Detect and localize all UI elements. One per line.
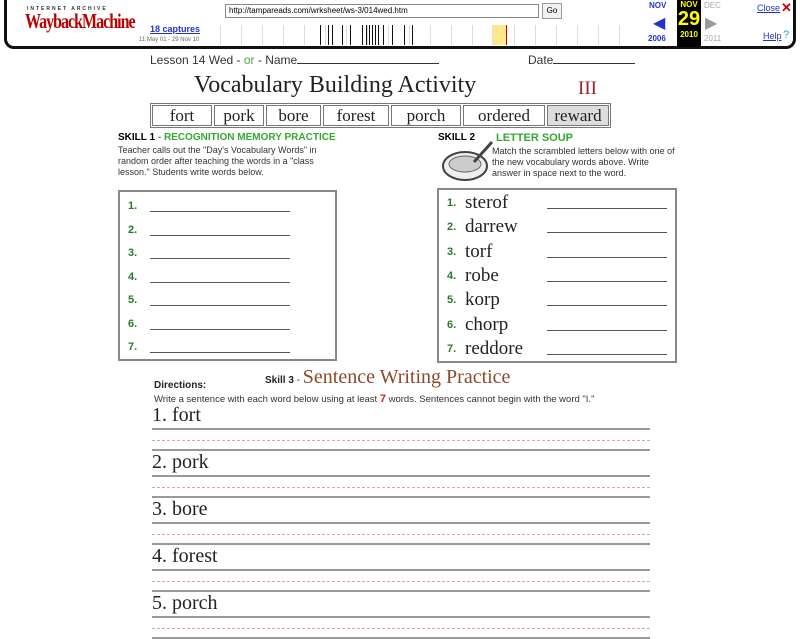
year-divider [283, 25, 284, 45]
skill1-row [128, 224, 290, 236]
skill2-row [447, 338, 667, 360]
capture-bar[interactable] [375, 25, 376, 45]
sentence-word[interactable]: 1. fort [152, 404, 650, 430]
next-month: DEC [704, 1, 721, 10]
wayback-logo[interactable]: WaybackMachine [25, 11, 135, 34]
name-field[interactable] [297, 63, 439, 64]
capture-bar[interactable] [383, 25, 384, 45]
scrambled-word: chorp [465, 313, 509, 335]
word-bank [150, 103, 611, 128]
skill1-heading [118, 132, 336, 143]
sep: - [293, 375, 303, 386]
next-arrow-icon: ▶ [705, 15, 718, 32]
dir-text: words. Sentences cannot begin with the word "I." [385, 394, 595, 405]
lesson-line [150, 53, 439, 67]
answer-line[interactable] [547, 294, 667, 306]
prev-year[interactable]: 2006 [648, 34, 666, 43]
year-divider [556, 25, 557, 45]
scrambled-word: torf [465, 240, 493, 262]
answer-line[interactable] [150, 271, 290, 283]
scrambled-word: darrew [465, 216, 518, 238]
year-divider [451, 25, 452, 45]
answer-line[interactable] [150, 247, 290, 259]
row-number: 7. [128, 341, 138, 353]
skill2-row [447, 289, 667, 311]
answer-line[interactable] [150, 224, 290, 236]
capture-bar[interactable] [362, 25, 363, 45]
sentence-word[interactable]: 4. forest [152, 545, 650, 571]
skill3-heading [265, 366, 510, 389]
sep: - [155, 132, 164, 143]
sentence-item [152, 404, 650, 451]
year-divider [472, 25, 473, 45]
skill1-row [128, 318, 290, 330]
sentence-list [152, 404, 650, 639]
url-input[interactable]: http://tampareads.com/wrksheet/ws-3/014wed.htm [225, 4, 539, 18]
cur-year: 2010 [680, 30, 698, 39]
year-divider [535, 25, 536, 45]
prev-arrow-icon[interactable]: ◀ [653, 15, 666, 32]
answer-line[interactable] [547, 319, 667, 331]
year-divider [241, 25, 242, 45]
year-divider [619, 25, 620, 45]
answer-line[interactable] [547, 221, 667, 233]
year-divider [577, 25, 578, 45]
directions-label: Directions: [154, 380, 207, 391]
capture-timeline[interactable] [220, 23, 640, 45]
cur-month: NOV [680, 0, 698, 9]
row-number: 1. [128, 200, 138, 212]
help-link[interactable]: Help [763, 31, 782, 41]
year-divider [598, 25, 599, 45]
skill2-title: LETTER SOUP [496, 132, 574, 144]
row-number: 6. [128, 317, 138, 330]
scrambled-word: korp [465, 289, 500, 311]
capture-bar[interactable] [392, 25, 393, 45]
scrambled-word: reddore [465, 337, 524, 359]
brand-top: INTERNET ARCHIVE [27, 6, 108, 12]
row-number: 4. [447, 269, 457, 282]
prev-month[interactable]: NOV [649, 1, 667, 10]
skill3-label: Skill 3 [265, 375, 294, 386]
answer-line[interactable] [547, 246, 667, 258]
capture-bar[interactable] [378, 25, 379, 45]
capture-range: 11 May 01 - 29 Nov 10 [139, 37, 200, 43]
date-line [528, 53, 635, 67]
lesson-label: Lesson 14 Wed [150, 53, 234, 67]
answer-line[interactable] [150, 200, 290, 212]
row-number: 4. [128, 270, 138, 283]
current-year-highlight [492, 25, 506, 45]
capture-bar[interactable] [412, 25, 413, 45]
current-capture [677, 0, 701, 47]
skill1-row [128, 271, 290, 283]
captures-link[interactable]: 18 captures [150, 24, 201, 34]
dir-text: Write a sentence with each word below using at least [154, 394, 380, 405]
skill3-title: Sentence Writing Practice [302, 366, 511, 388]
year-divider [514, 25, 515, 45]
help-icon[interactable]: ? [783, 29, 790, 41]
row-number: 3. [128, 247, 138, 259]
level-label: III [578, 78, 597, 99]
skill2-row [447, 314, 667, 336]
answer-line[interactable] [547, 343, 667, 355]
skill2-box [437, 188, 677, 363]
name-label: Name [265, 53, 298, 67]
skill2-label: SKILL 2 [438, 132, 476, 143]
sep: - [254, 53, 266, 67]
dashed-guide [152, 487, 650, 488]
skill1-title: RECOGNITION MEMORY PRACTICE [163, 132, 336, 143]
row-number: 3. [447, 245, 457, 258]
year-divider [262, 25, 263, 45]
row-number: 5. [447, 294, 457, 307]
page-title: Vocabulary Building Activity [194, 72, 477, 98]
skill2-row [447, 265, 667, 287]
current-capture-bar [506, 25, 507, 45]
close-link[interactable]: Close [757, 3, 781, 13]
dashed-guide [152, 440, 650, 441]
skill2-row [447, 241, 667, 263]
soup-bowl-icon [440, 140, 496, 184]
row-number: 2. [128, 223, 138, 236]
skill2-row [447, 192, 667, 214]
dashed-guide [152, 581, 650, 582]
sentence-item [152, 592, 650, 639]
row-number: 5. [128, 294, 138, 306]
row-number: 7. [447, 342, 457, 355]
year-divider [367, 25, 368, 45]
year-divider [388, 25, 389, 45]
word-cell: forest [323, 105, 389, 126]
word-cell: fort [152, 105, 212, 126]
sentence-word[interactable]: 2. pork [152, 451, 650, 477]
date-field[interactable] [553, 63, 635, 64]
skill2-desc: Match the scrambled letters below with one of the new vocabulary words above. Write answer in space next to the word. [492, 146, 675, 178]
answer-line[interactable] [547, 270, 667, 282]
row-number: 2. [447, 221, 457, 234]
close-icon[interactable]: ✕ [781, 0, 792, 15]
word-cell: reward [547, 105, 609, 126]
skill2-row [447, 216, 667, 238]
skill1-box [118, 190, 337, 361]
capture-bar[interactable] [372, 25, 373, 45]
skill1-row [128, 341, 290, 353]
capture-bar[interactable] [332, 25, 333, 45]
or-label: or [243, 53, 255, 67]
sep: - [233, 53, 244, 67]
date-label: Date [528, 53, 554, 67]
answer-line[interactable] [547, 197, 667, 209]
capture-bar[interactable] [320, 25, 321, 45]
dashed-guide [152, 628, 650, 629]
scrambled-word: robe [465, 264, 499, 286]
sentence-word[interactable]: 5. porch [152, 592, 650, 618]
skill1-row [128, 247, 290, 259]
year-divider [430, 25, 431, 45]
year-divider [220, 25, 221, 45]
capture-bar[interactable] [342, 25, 343, 45]
word-count: 7 [379, 393, 386, 405]
answer-line[interactable] [150, 318, 290, 330]
word-cell: bore [266, 105, 321, 126]
sentence-item [152, 451, 650, 498]
wayback-toolbar [4, 0, 796, 49]
sentence-item [152, 545, 650, 592]
sentence-item [152, 498, 650, 545]
cur-day: 29 [677, 8, 701, 30]
skill1-row [128, 294, 290, 306]
next-year: 2011 [704, 34, 722, 43]
year-divider [325, 25, 326, 45]
skill1-label: SKILL 1 [118, 132, 156, 143]
go-button[interactable]: Go [542, 3, 562, 19]
skill1-row [128, 200, 290, 212]
capture-bar[interactable] [404, 25, 405, 45]
year-divider [409, 25, 410, 45]
word-cell: pork [214, 105, 264, 126]
word-cell: porch [391, 105, 461, 126]
capture-bar[interactable] [328, 25, 329, 45]
sentence-word[interactable]: 3. bore [152, 498, 650, 524]
year-divider [304, 25, 305, 45]
capture-bar[interactable] [369, 25, 370, 45]
year-divider [346, 25, 347, 45]
dashed-guide [152, 534, 650, 535]
answer-line[interactable] [150, 341, 290, 353]
capture-bar[interactable] [350, 25, 351, 45]
skill1-desc: Teacher calls out the "Day's Vocabulary Words" in random order after teaching the words in a "class lesson." Students write words below. [118, 145, 317, 177]
row-number: 1. [447, 197, 457, 209]
answer-line[interactable] [150, 294, 290, 306]
word-cell: ordered [463, 105, 545, 126]
row-number: 6. [447, 318, 457, 331]
scrambled-word: sterof [465, 192, 509, 213]
year-divider [493, 25, 494, 45]
